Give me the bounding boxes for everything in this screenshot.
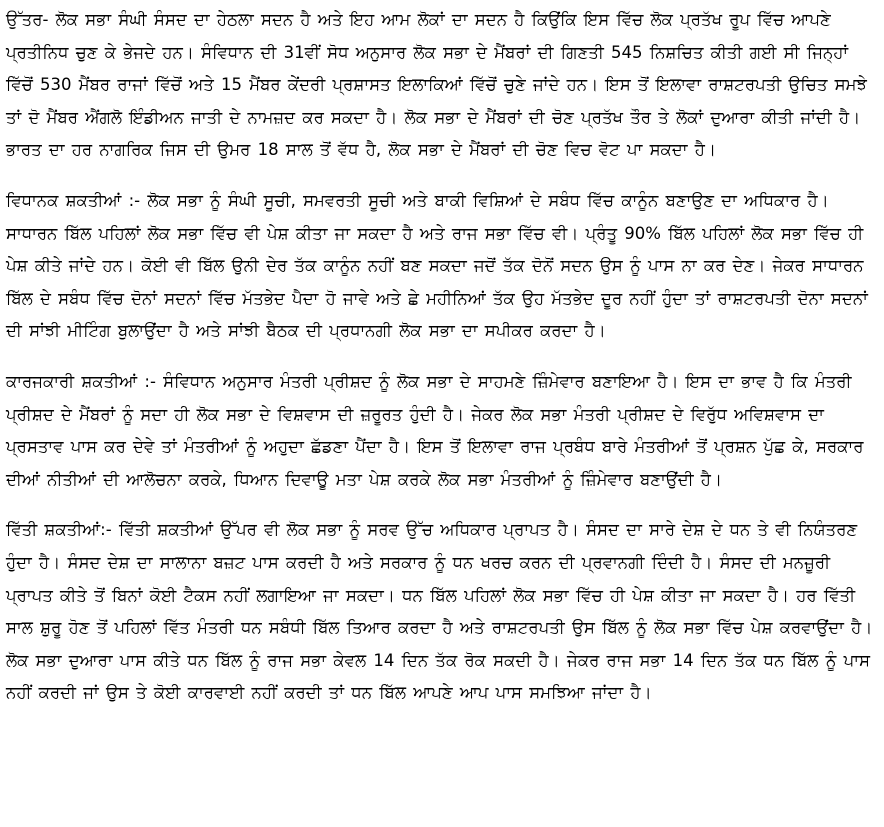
paragraph-financial-powers: ਵਿੱਤੀ ਸ਼ਕਤੀਆਂ:- ਵਿੱਤੀ ਸ਼ਕਤੀਆਂ ਉੱਪਰ ਵੀ ਲੋਕ ਸਭਾ ਨੂੰ ਸਰਵ ਉੱਚ ਅਧਿਕਾਰ ਪ੍ਰਾਪਤ ਹੈ। ਸੰਸਦ ਦਾ ਸਾਰੇ ਦੇਸ਼ ਦੇ ਧਨ ਤੇ ਵੀ ਨਿਯੰਤਰਣ ਹੁੰਦਾ ਹੈ। ਸੰਸਦ ਦੇਸ਼ ਦਾ ਸਾਲਾਨਾ ਬਜ਼ਟ ਪਾਸ ਕਰਦੀ ਹੈ ਅਤੇ ਸਰਕਾਰ ਨੂੰ ਧਨ ਖਰਚ ਕਰਨ ਦੀ ਪ੍ਰਵਾਨਗੀ ਦਿੰਦੀ ਹੈ। ਸੰਸਦ ਦੀ ਮਨਜ਼ੂਰੀ ਪ੍ਰਾਪਤ ਕੀਤੇ ਤੋਂ ਬਿਨਾਂ ਕੋਈ ਟੈਕਸ ਨਹੀਂ ਲਗਾਇਆ ਜਾ ਸਕਦਾ। ਧਨ ਬਿੱਲ ਪਹਿਲਾਂ ਲੋਕ ਸਭਾ ਵਿੱਚ ਹੀ ਪੇਸ਼ ਕੀਤਾ ਜਾ ਸਕਦਾ ਹੈ। ਹਰ ਵਿੱਤੀ ਸਾਲ ਸ਼ੁਰੂ ਹੋਣ ਤੋਂ ਪਹਿਲਾਂ ਵਿੱਤ ਮੰਤਰੀ ਧਨ ਸਬੰਧੀ ਬਿੱਲ ਤਿਆਰ ਕਰਦਾ ਹੈ ਅਤੇ ਰਾਸ਼ਟਰਪਤੀ ਉਸ ਬਿੱਲ ਨੂੰ ਲੋਕ ਸਭਾ ਵਿੱਚ ਪੇਸ਼ ਕਰਵਾਉਂਦਾ ਹੈ। ਲੋਕ ਸਭਾ ਦੁਆਰਾ ਪਾਸ ਕੀਤੇ ਧਨ ਬਿੱਲ ਨੂੰ ਰਾਜ ਸਭਾ ਕੇਵਲ 14 ਦਿਨ ਤੱਕ ਰੋਕ ਸਕਦੀ ਹੈ। ਜੇਕਰ ਰਾਜ ਸਭਾ 14 ਦਿਨ ਤੱਕ ਧਨ ਬਿੱਲ ਨੂੰ ਪਾਸ ਨਹੀਂ ਕਰਦੀ ਜਾਂ ਉਸ ਤੇ ਕੋਈ ਕਾਰਵਾਈ ਨਹੀਂ ਕਰਦੀ ਤਾਂ ਧਨ ਬਿੱਲ ਆਪਣੇ ਆਪ ਪਾਸ ਸਮਝਿਆ ਜਾਂਦਾ ਹੈ। bbox=[6, 520, 873, 703]
paragraph-answer-intro: ਉੱਤਰ- ਲੋਕ ਸਭਾ ਸੰਘੀ ਸੰਸਦ ਦਾ ਹੇਠਲਾ ਸਦਨ ਹੈ ਅਤੇ ਇਹ ਆਮ ਲੋਕਾਂ ਦਾ ਸਦਨ ਹੈ ਕਿਉਂਕਿ ਇਸ ਵਿੱਚ ਲੋਕ ਪ੍ਰਤੱਖ ਰੂਪ ਵਿੱਚ ਆਪਣੇ ਪ੍ਰਤੀਨਿਧ ਚੁਣ ਕੇ ਭੇਜਦੇ ਹਨ। ਸੰਵਿਧਾਨ ਦੀ 31ਵੀਂ ਸੋਧ ਅਨੁਸਾਰ ਲੋਕ ਸਭਾ ਦੇ ਮੈਂਬਰਾਂ ਦੀ ਗਿਣਤੀ 545 ਨਿਸ਼ਚਿਤ ਕੀਤੀ ਗਈ ਸੀ ਜਿਨ੍ਹਾਂ ਵਿੱਚੋਂ 530 ਮੈਂਬਰ ਰਾਜਾਂ ਵਿੱਚੋਂ ਅਤੇ 15 ਮੈਂਬਰ ਕੇਂਦਰੀ ਪ੍ਰਸ਼ਾਸਤ ਇਲਾਕਿਆਂ ਵਿੱਚੋਂ ਚੁਣੇ ਜਾਂਦੇ ਹਨ। ਇਸ ਤੋਂ ਇਲਾਵਾ ਰਾਸ਼ਟਰਪਤੀ ਉਚਿਤ ਸਮਝੇ ਤਾਂ ਦੋ ਮੈਂਬਰ ਐਂਗਲੋ ਇੰਡੀਅਨ ਜਾਤੀ ਦੇ ਨਾਮਜ਼ਦ ਕਰ ਸਕਦਾ ਹੈ। ਲੋਕ ਸਭਾ ਦੇ ਮੈਂਬਰਾਂ ਦੀ ਚੋਣ ਪ੍ਰਤੱਖ ਤੌਰ ਤੇ ਲੋਕਾਂ ਦੁਆਰਾ ਕੀਤੀ ਜਾਂਦੀ ਹੈ। ਭਾਰਤ ਦਾ ਹਰ ਨਾਗਰਿਕ ਜਿਸ ਦੀ ਉਮਰ 18 ਸਾਲ ਤੋਂ ਵੱਧ ਹੈ, ਲੋਕ ਸਭਾ ਦੇ ਮੈਂਬਰਾਂ ਦੀ ਚੋਣ ਵਿਚ ਵੋਟ ਪਾ ਸਕਦਾ ਹੈ। bbox=[6, 10, 867, 160]
paragraph-legislative-powers: ਵਿਧਾਨਕ ਸ਼ਕਤੀਆਂ :- ਲੋਕ ਸਭਾ ਨੂੰ ਸੰਘੀ ਸੂਚੀ, ਸਮਵਰਤੀ ਸੂਚੀ ਅਤੇ ਬਾਕੀ ਵਿਸ਼ਿਆਂ ਦੇ ਸਬੰਧ ਵਿੱਚ ਕਾਨੂੰਨ ਬਣਾਉਣ ਦਾ ਅਧਿਕਾਰ ਹੈ। ਸਾਧਾਰਨ ਬਿੱਲ ਪਹਿਲਾਂ ਲੋਕ ਸਭਾ ਵਿੱਚ ਵੀ ਪੇਸ਼ ਕੀਤਾ ਜਾ ਸਕਦਾ ਹੈ ਅਤੇ ਰਾਜ ਸਭਾ ਵਿੱਚ ਵੀ। ਪ੍ਰੰਤੂ 90% ਬਿੱਲ ਪਹਿਲਾਂ ਲੋਕ ਸਭਾ ਵਿੱਚ ਹੀ ਪੇਸ਼ ਕੀਤੇ ਜਾਂਦੇ ਹਨ। ਕੋਈ ਵੀ ਬਿੱਲ ਉਨੀ ਦੇਰ ਤੱਕ ਕਾਨੂੰਨ ਨਹੀਂ ਬਣ ਸਕਦਾ ਜਦੋਂ ਤੱਕ ਦੋਨੋਂ ਸਦਨ ਉਸ ਨੂੰ ਪਾਸ ਨਾ ਕਰ ਦੇਣ। ਜੇਕਰ ਸਾਧਾਰਨ ਬਿੱਲ ਦੇ ਸਬੰਧ ਵਿੱਚ ਦੋਨਾਂ ਸਦਨਾਂ ਵਿੱਚ ਮੱਤਭੇਦ ਪੈਦਾ ਹੋ ਜਾਵੇ ਅਤੇ ਛੇ ਮਹੀਨਿਆਂ ਤੱਕ ਉਹ ਮੱਤਭੇਦ ਦੂਰ ਨਹੀਂ ਹੁੰਦਾ ਤਾਂ ਰਾਸ਼ਟਰਪਤੀ ਦੋਨਾ ਸਦਨਾਂ ਦੀ ਸਾਂਝੀ ਮੀਟਿੰਗ ਬੁਲਾਉਂਦਾ ਹੈ ਅਤੇ ਸਾਂਝੀ ਬੈਠਕ ਦੀ ਪ੍ਰਧਾਨਗੀ ਲੋਕ ਸਭਾ ਦਾ ਸਪੀਕਰ ਕਰਦਾ ਹੈ। bbox=[6, 190, 868, 341]
paragraph-executive-powers: ਕਾਰਜਕਾਰੀ ਸ਼ਕਤੀਆਂ :- ਸੰਵਿਧਾਨ ਅਨੁਸਾਰ ਮੰਤਰੀ ਪ੍ਰੀਸ਼ਦ ਨੂੰ ਲੋਕ ਸਭਾ ਦੇ ਸਾਹਮਣੇ ਜ਼ਿੰਮੇਵਾਰ ਬਣਾਇਆ ਹੈ। ਇਸ ਦਾ ਭਾਵ ਹੈ ਕਿ ਮੰਤਰੀ ਪ੍ਰੀਸ਼ਦ ਦੇ ਮੈਂਬਰਾਂ ਨੂੰ ਸਦਾ ਹੀ ਲੋਕ ਸਭਾ ਦੇ ਵਿਸ਼ਵਾਸ ਦੀ ਜ਼ਰੂਰਤ ਹੁੰਦੀ ਹੈ। ਜੇਕਰ ਲੋਕ ਸਭਾ ਮੰਤਰੀ ਪ੍ਰੀਸ਼ਦ ਦੇ ਵਿਰੁੱਧ ਅਵਿਸ਼ਵਾਸ ਦਾ ਪ੍ਰਸਤਾਵ ਪਾਸ ਕਰ ਦੇਵੇ ਤਾਂ ਮੰਤਰੀਆਂ ਨੂੰ ਅਹੁਦਾ ਛੱਡਣਾ ਪੈਂਦਾ ਹੈ। ਇਸ ਤੋਂ ਇਲਾਵਾ ਰਾਜ ਪ੍ਰਬੰਧ ਬਾਰੇ ਮੰਤਰੀਆਂ ਤੋਂ ਪ੍ਰਸ਼ਨ ਪੁੱਛ ਕੇ, ਸਰਕਾਰ ਦੀਆਂ ਨੀਤੀਆਂ ਦੀ ਆਲੋਚਨਾ ਕਰਕੇ, ਧਿਆਨ ਦਿਵਾਊ ਮਤਾ ਪੇਸ਼ ਕਰਕੇ ਲੋਕ ਸਭਾ ਮੰਤਰੀਆਂ ਨੂੰ ਜ਼ਿੰਮੇਵਾਰ ਬਣਾਉਂਦੀ ਹੈ। bbox=[6, 371, 864, 489]
document-page bbox=[6, 4, 880, 710]
